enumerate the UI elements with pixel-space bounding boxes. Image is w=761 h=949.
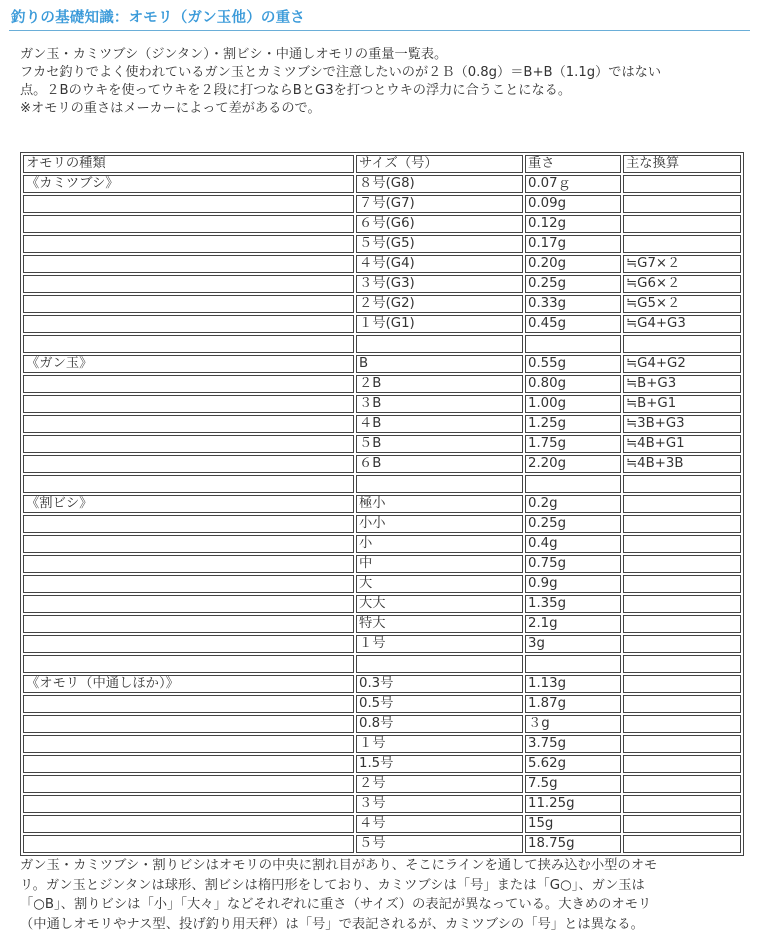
sinker-type-cell: [23, 395, 354, 413]
sinker-type-cell: [23, 215, 354, 233]
sinker-type-cell: [23, 475, 354, 493]
sinker-type-cell: [23, 775, 354, 793]
intro-line: ※オモリの重さはメーカーによって差があるので。: [20, 101, 321, 116]
conversion-cell: [623, 755, 741, 773]
weight-cell: 11.25g: [525, 795, 621, 813]
sinker-type-cell: [23, 315, 354, 333]
size-cell: ４号(G4): [356, 255, 523, 273]
weight-cell: 3.75g: [525, 735, 621, 753]
table-row: [23, 395, 741, 413]
size-cell: １号: [356, 635, 523, 653]
sinker-type-cell: [23, 555, 354, 573]
size-cell: ２号(G2): [356, 295, 523, 313]
size-cell: ５号: [356, 835, 523, 853]
sinker-type-cell: [23, 635, 354, 653]
weight-cell: 0.20g: [525, 255, 621, 273]
table-row: [23, 715, 741, 733]
size-cell: ３号(G3): [356, 275, 523, 293]
table-row: [23, 575, 741, 593]
sinker-type-cell: [23, 515, 354, 533]
size-cell: ６B: [356, 455, 523, 473]
conversion-cell: ≒4B+G1: [623, 435, 741, 453]
size-cell: ３B: [356, 395, 523, 413]
size-cell: 特大: [356, 615, 523, 633]
sinker-type-cell: [23, 335, 354, 353]
size-cell: ３号: [356, 795, 523, 813]
conversion-cell: ≒G7×２: [623, 255, 741, 273]
outro-line: 「○B」、割りビシは「小」「大々」などそれぞれに重さ（サイズ）の表記が異なっている。大きめのオモリ: [20, 897, 652, 912]
header-cell: サイズ（号）: [356, 155, 523, 173]
weight-cell: 18.75g: [525, 835, 621, 853]
size-cell: 中: [356, 555, 523, 573]
conversion-cell: [623, 775, 741, 793]
weight-cell: [525, 655, 621, 673]
table-row: [23, 335, 741, 353]
size-cell: ２B: [356, 375, 523, 393]
conversion-cell: [623, 195, 741, 213]
outro-text: [20, 856, 760, 934]
sinker-type-cell: [23, 275, 354, 293]
header-cell: オモリの種類: [23, 155, 354, 173]
size-cell: 小: [356, 535, 523, 553]
size-cell: １号(G1): [356, 315, 523, 333]
table-row: [23, 515, 741, 533]
table-row: [23, 435, 741, 453]
size-cell: 0.5号: [356, 695, 523, 713]
conversion-cell: [623, 335, 741, 353]
weight-cell: 0.80g: [525, 375, 621, 393]
sinker-type-cell: [23, 755, 354, 773]
sinker-type-cell: [23, 695, 354, 713]
conversion-cell: ≒B+G1: [623, 395, 741, 413]
conversion-cell: [623, 495, 741, 513]
conversion-cell: ≒3B+G3: [623, 415, 741, 433]
outro-line: ガン玉・カミツブシ・割りビシはオモリの中央に割れ目があり、そこにラインを通して挟み込む小型のオモ: [20, 858, 658, 873]
weight-cell: 0.17g: [525, 235, 621, 253]
sinker-type-cell: [23, 255, 354, 273]
weight-cell: 7.5g: [525, 775, 621, 793]
sinker-type-cell: [23, 415, 354, 433]
weight-cell: 0.33g: [525, 295, 621, 313]
table-row: [23, 535, 741, 553]
table-row: [23, 255, 741, 273]
table-row: [23, 615, 741, 633]
sinker-type-cell: [23, 235, 354, 253]
weight-cell: [525, 335, 621, 353]
weight-cell: ３g: [525, 715, 621, 733]
size-cell: ５号(G5): [356, 235, 523, 253]
weight-cell: 2.1g: [525, 615, 621, 633]
conversion-cell: [623, 815, 741, 833]
weight-cell: 2.20g: [525, 455, 621, 473]
weight-cell: 5.62g: [525, 755, 621, 773]
size-cell: ５B: [356, 435, 523, 453]
table-row: [23, 275, 741, 293]
table-row: [23, 415, 741, 433]
table-row: [23, 795, 741, 813]
table-row: [23, 595, 741, 613]
conversion-cell: [623, 515, 741, 533]
table-row: [23, 775, 741, 793]
table-row: [23, 555, 741, 573]
table-row: [23, 655, 741, 673]
weight-cell: 0.25g: [525, 515, 621, 533]
size-cell: ４号: [356, 815, 523, 833]
table-row: [23, 315, 741, 333]
sinker-type-cell: [23, 575, 354, 593]
conversion-cell: [623, 475, 741, 493]
conversion-cell: [623, 655, 741, 673]
size-cell: 0.8号: [356, 715, 523, 733]
sinker-type-cell: [23, 655, 354, 673]
table-header-row: [23, 155, 741, 173]
size-cell: [356, 335, 523, 353]
table-row: [23, 455, 741, 473]
sinker-type-cell: [23, 195, 354, 213]
sinker-type-cell: [23, 455, 354, 473]
table-row: [23, 175, 741, 193]
table-row: [23, 295, 741, 313]
weight-cell: 0.4g: [525, 535, 621, 553]
table-row: [23, 495, 741, 513]
conversion-cell: [623, 675, 741, 693]
conversion-cell: ≒G5×２: [623, 295, 741, 313]
weight-cell: 1.13g: [525, 675, 621, 693]
size-cell: [356, 655, 523, 673]
table-row: [23, 475, 741, 493]
conversion-cell: [623, 615, 741, 633]
size-cell: ２号: [356, 775, 523, 793]
conversion-cell: [623, 595, 741, 613]
header-cell: 主な換算: [623, 155, 741, 173]
size-cell: １号: [356, 735, 523, 753]
table-row: [23, 375, 741, 393]
conversion-cell: [623, 175, 741, 193]
weight-cell: 3g: [525, 635, 621, 653]
size-cell: 大: [356, 575, 523, 593]
outro-line: リ。ガン玉とジンタンは球形、割ビシは楕円形をしており、カミツブシは「号」または「G○」、ガン玉は: [20, 877, 645, 893]
conversion-cell: ≒4B+3B: [623, 455, 741, 473]
sinker-type-cell: [23, 375, 354, 393]
sinker-type-cell: [23, 595, 354, 613]
table-row: [23, 195, 741, 213]
table-row: [23, 235, 741, 253]
intro-line: フカセ釣りでよく使われているガン玉とカミツブシで注意したいのが２Ｂ（0.8g）＝B+B（1.1g）ではない: [20, 65, 662, 80]
page-title: 釣りの基礎知識：オモリ（ガン玉他）の重さ: [11, 10, 305, 26]
conversion-cell: ≒B+G3: [623, 375, 741, 393]
size-cell: 大大: [356, 595, 523, 613]
weight-cell: 1.25g: [525, 415, 621, 433]
weight-cell: 0.25g: [525, 275, 621, 293]
table-row: [23, 695, 741, 713]
sinker-type-cell: [23, 295, 354, 313]
size-cell: 1.5号: [356, 755, 523, 773]
weight-cell: 15g: [525, 815, 621, 833]
size-cell: [356, 475, 523, 493]
weight-cell: 1.35g: [525, 595, 621, 613]
weight-cell: [525, 475, 621, 493]
sinker-type-cell: [23, 795, 354, 813]
sinker-type-cell: [23, 735, 354, 753]
table-row: [23, 815, 741, 833]
sinker-type-cell: 《カミツブシ》: [23, 175, 354, 193]
conversion-cell: [623, 555, 741, 573]
sinker-type-cell: [23, 435, 354, 453]
intro-line: 点。２Bのウキを使ってウキを２段に打つならBとG3を打つとウキの浮力に合うことになる。: [20, 83, 572, 98]
weight-cell: 0.07ｇ: [525, 175, 621, 193]
conversion-cell: ≒G6×２: [623, 275, 741, 293]
sinker-type-cell: [23, 715, 354, 733]
sinker-type-cell: [23, 835, 354, 853]
size-cell: ７号(G7): [356, 195, 523, 213]
size-cell: ６号(G6): [356, 215, 523, 233]
conversion-cell: [623, 835, 741, 853]
size-cell: ８号(G8): [356, 175, 523, 193]
header-cell: 重さ: [525, 155, 621, 173]
weight-cell: 0.75g: [525, 555, 621, 573]
table-row: [23, 635, 741, 653]
intro-line: ガン玉・カミツブシ（ジンタン）・割ビシ・中通しオモリの重量一覧表。: [20, 47, 448, 62]
sinker-type-cell: 《割ビシ》: [23, 495, 354, 513]
weight-cell: 0.09g: [525, 195, 621, 213]
conversion-cell: [623, 735, 741, 753]
weight-cell: 1.75g: [525, 435, 621, 453]
table-row: [23, 675, 741, 693]
sinker-weight-table: [20, 152, 744, 856]
weight-cell: 0.55g: [525, 355, 621, 373]
weight-cell: 1.87g: [525, 695, 621, 713]
conversion-cell: [623, 535, 741, 553]
size-cell: 極小: [356, 495, 523, 513]
table-row: [23, 735, 741, 753]
conversion-cell: [623, 695, 741, 713]
size-cell: 0.3号: [356, 675, 523, 693]
table-row: [23, 355, 741, 373]
sinker-type-cell: [23, 615, 354, 633]
sinker-type-cell: [23, 815, 354, 833]
weight-cell: 0.2g: [525, 495, 621, 513]
table-row: [23, 215, 741, 233]
conversion-cell: [623, 235, 741, 253]
outro-line: （中通しオモリやナス型、投げ釣り用天秤）は「号」で表記されるが、カミツブシの「号」とは異なる。: [20, 916, 644, 932]
intro-text: [20, 46, 750, 118]
conversion-cell: [623, 215, 741, 233]
weight-cell: 0.12g: [525, 215, 621, 233]
weight-cell: 0.9g: [525, 575, 621, 593]
conversion-cell: [623, 715, 741, 733]
conversion-cell: [623, 795, 741, 813]
table-row: [23, 755, 741, 773]
conversion-cell: [623, 575, 741, 593]
title-divider: [9, 30, 750, 31]
size-cell: 小小: [356, 515, 523, 533]
conversion-cell: ≒G4+G3: [623, 315, 741, 333]
sinker-type-cell: [23, 535, 354, 553]
weight-cell: 0.45g: [525, 315, 621, 333]
weight-cell: 1.00g: [525, 395, 621, 413]
size-cell: ４B: [356, 415, 523, 433]
size-cell: B: [356, 355, 523, 373]
sinker-type-cell: 《オモリ（中通しほか）》: [23, 675, 354, 693]
conversion-cell: ≒G4+G2: [623, 355, 741, 373]
table-row: [23, 835, 741, 853]
sinker-type-cell: 《ガン玉》: [23, 355, 354, 373]
conversion-cell: [623, 635, 741, 653]
